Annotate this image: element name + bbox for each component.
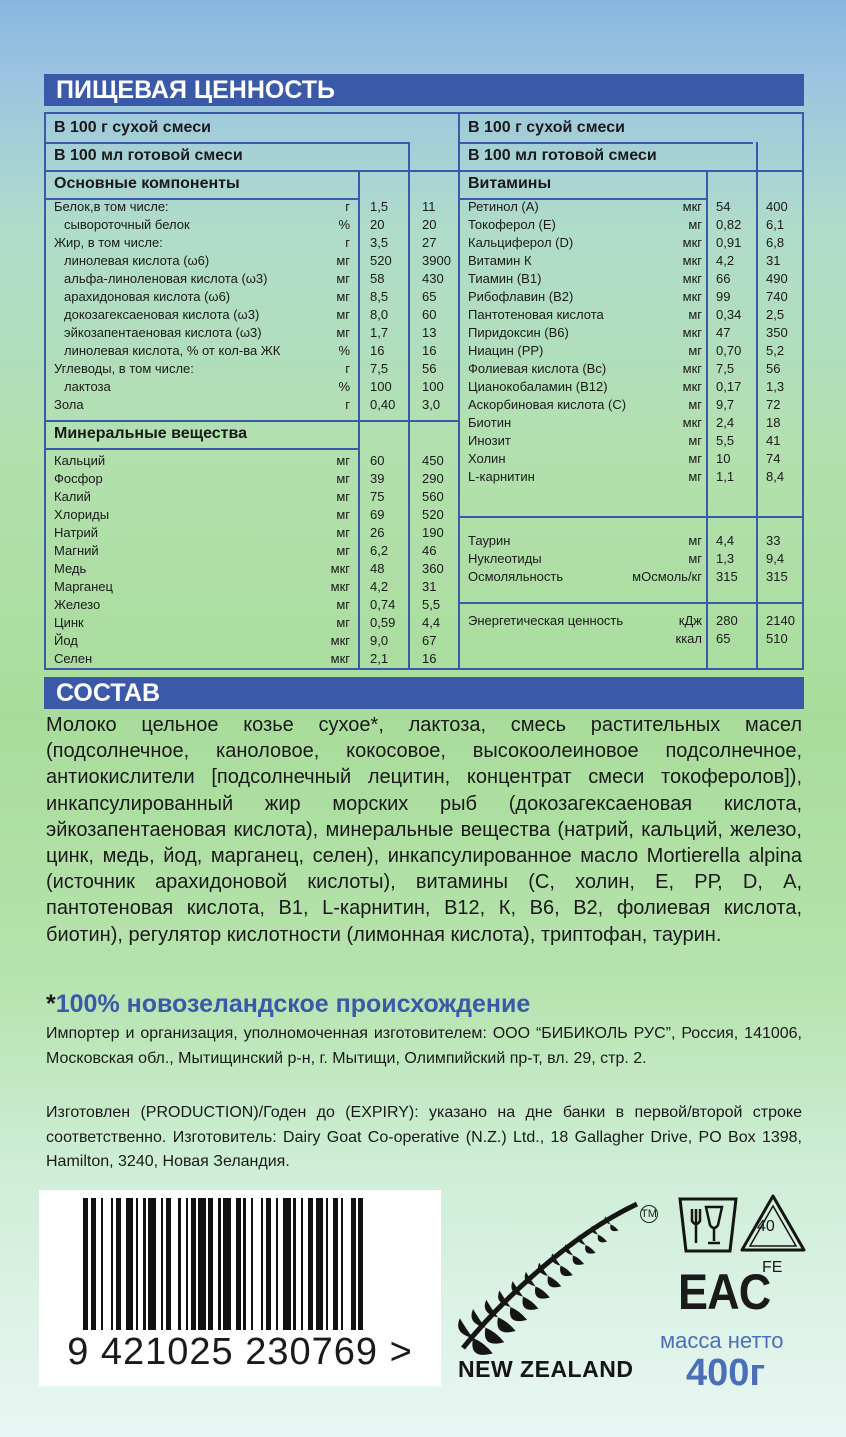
table-row: [46, 324, 458, 342]
nutrition-title: ПИЩЕВАЯ ЦЕННОСТЬ: [44, 74, 804, 106]
barcode-digits: 9 421025 230769 >: [67, 1331, 413, 1373]
value-ready: 490: [766, 271, 788, 286]
importer-info: Импортер и организация, уполномоченная изготовителем: ООО “БИБИКОЛЬ РУС”, Россия, 141006, Московская обл., Мытищинский р-н, г. Мытищи, Олимпийский пр-т, вл. 29, стр. 2.: [46, 1025, 802, 1067]
fern-logo: [455, 1198, 645, 1358]
value-dry: 1,5: [370, 199, 389, 214]
value-dry: 520: [370, 253, 392, 268]
value-dry: 8,5: [370, 289, 389, 304]
nutrient-unit: г: [345, 397, 350, 412]
value-dry: 0,34: [716, 307, 742, 322]
table-row: [46, 524, 458, 542]
value-ready: 20: [422, 217, 437, 232]
value-ready: 9,4: [766, 551, 785, 566]
value-dry: 99: [716, 289, 731, 304]
nutrient-unit: мг: [336, 615, 350, 630]
table-row: [46, 470, 458, 488]
table-row: [460, 612, 802, 630]
left-col1-header: В 100 г сухой смеси: [54, 119, 211, 136]
production-info: Изготовлен (PRODUCTION)/Годен до (EXPIRY): указано на дне банки в первой/второй строке соответственно. Изготовитель: Dairy Goat Co-operative (N.Z.) Ltd., 18 Gallagher Drive, PO Box 1398, Hamilton, 3240, Новая Зеландия.: [46, 1104, 802, 1170]
nutrient-name: Осмоляльность: [468, 569, 564, 584]
right-col2-header: В 100 мл готовой смеси: [468, 147, 657, 164]
value-dry: 2,4: [716, 415, 735, 430]
table-row: [460, 568, 802, 586]
value-ready: 18: [766, 415, 781, 430]
value-dry: 1,7: [370, 325, 389, 340]
main-components-title: Основные компоненты: [54, 175, 240, 192]
nutrient-unit: мг: [336, 525, 350, 540]
nutrient-name: Медь: [54, 561, 87, 576]
table-row: [460, 378, 802, 396]
nutrient-name: Калий: [54, 489, 91, 504]
table-row: [460, 432, 802, 450]
nutrient-unit: мкг: [330, 633, 350, 648]
table-row: [460, 342, 802, 360]
nutrient-unit: мкг: [682, 253, 702, 268]
nutrient-name: Фосфор: [54, 471, 103, 486]
nutrient-name: Ретинол (А): [468, 199, 539, 214]
value-ready: 72: [766, 397, 781, 412]
value-dry: 2,1: [370, 651, 389, 666]
value-ready: 360: [422, 561, 444, 576]
table-row: [46, 596, 458, 614]
food-contact-icon: [676, 1195, 740, 1255]
value-ready: 350: [766, 325, 788, 340]
value-ready: 65: [422, 289, 437, 304]
nutrient-unit: мг: [688, 551, 702, 566]
value-ready: 8,4: [766, 469, 785, 484]
table-row: [46, 560, 458, 578]
nutrient-name: Кальциферол (D): [468, 235, 574, 250]
value-dry: 26: [370, 525, 385, 540]
nutrient-unit: мкг: [682, 235, 702, 250]
value-ready: 2140: [766, 613, 795, 628]
left-col2-header: В 100 мл готовой смеси: [54, 147, 243, 164]
nutrient-unit: мкг: [682, 415, 702, 430]
nutrient-unit: г: [345, 361, 350, 376]
nutrient-name: Жир, в том числе:: [54, 235, 163, 250]
nutrient-unit: мкг: [682, 199, 702, 214]
nutrient-name: линолевая кислота, % от кол-ва ЖК: [64, 343, 281, 358]
value-ready: 27: [422, 235, 437, 250]
value-ready: 41: [766, 433, 781, 448]
value-dry: 100: [370, 379, 392, 394]
value-dry: 0,40: [370, 397, 396, 412]
value-ready: 6,8: [766, 235, 785, 250]
value-dry: 10: [716, 451, 731, 466]
value-dry: 9,7: [716, 397, 735, 412]
table-row: [46, 216, 458, 234]
nutrient-unit: мг: [688, 469, 702, 484]
value-dry: 39: [370, 471, 385, 486]
nutrient-name: Пиридоксин (В6): [468, 325, 569, 340]
value-dry: 0,91: [716, 235, 742, 250]
nutrient-unit: %: [338, 217, 350, 232]
value-dry: 66: [716, 271, 731, 286]
nutrient-unit: мкг: [682, 361, 702, 376]
nutrient-unit: мг: [336, 325, 350, 340]
value-dry: 65: [716, 631, 731, 646]
value-ready: 11: [422, 199, 436, 214]
vitamins-title: Витамины: [468, 175, 552, 192]
nutrient-name: Фолиевая кислота (Вс): [468, 361, 607, 376]
nutrient-name: Ниацин (РР): [468, 343, 544, 358]
nutrient-unit: кДж: [678, 613, 702, 628]
table-row: [46, 252, 458, 270]
value-dry: 48: [370, 561, 385, 576]
value-ready: 400: [766, 199, 788, 214]
nutrient-unit: мкг: [682, 271, 702, 286]
table-row: [460, 532, 802, 550]
value-ready: 6,1: [766, 217, 785, 232]
table-row: [46, 234, 458, 252]
eac-mark: EAC: [678, 1264, 771, 1320]
nutrient-unit: мг: [336, 271, 350, 286]
value-dry: 0,17: [716, 379, 742, 394]
table-row: [460, 252, 802, 270]
table-row: [460, 360, 802, 378]
value-dry: 1,3: [716, 551, 735, 566]
value-ready: 60: [422, 307, 437, 322]
value-dry: 16: [370, 343, 385, 358]
value-ready: 560: [422, 489, 444, 504]
table-row: [46, 542, 458, 560]
table-row: [460, 468, 802, 486]
nutrient-unit: г: [345, 235, 350, 250]
value-ready: 74: [766, 451, 781, 466]
nutrient-name: Тиамин (В1): [468, 271, 542, 286]
table-row: [460, 234, 802, 252]
value-dry: 4,2: [370, 579, 389, 594]
nutrient-name: Селен: [54, 651, 93, 666]
nutrient-unit: мОсмоль/кг: [632, 569, 702, 584]
value-dry: 280: [716, 613, 738, 628]
nutrient-name: Витамин К: [468, 253, 532, 268]
nutrient-name: Кальций: [54, 453, 106, 468]
nutrient-unit: мг: [336, 471, 350, 486]
nutrient-name: Зола: [54, 397, 84, 412]
nutrient-unit: мг: [336, 597, 350, 612]
nutrient-name: Марганец: [54, 579, 113, 594]
value-ready: 31: [422, 579, 437, 594]
nutrient-name: Аскорбиновая кислота (С): [468, 397, 627, 412]
value-dry: 58: [370, 271, 385, 286]
nutrient-name: Цианокобаламин (В12): [468, 379, 608, 394]
nutrient-name: Магний: [54, 543, 99, 558]
value-ready: 190: [422, 525, 444, 540]
nutrient-unit: мкг: [330, 561, 350, 576]
nutrition-table-left: [44, 112, 460, 670]
nutrient-name: Биотин: [468, 415, 512, 430]
table-row: [46, 306, 458, 324]
table-row: [46, 488, 458, 506]
nutrient-name: Цинк: [54, 615, 84, 630]
value-ready: 740: [766, 289, 788, 304]
value-dry: 4,4: [716, 533, 735, 548]
net-weight-label: масса нетто: [660, 1328, 784, 1353]
table-row: [46, 650, 458, 668]
nutrient-unit: мг: [336, 253, 350, 268]
table-row: [46, 614, 458, 632]
table-row: [46, 632, 458, 650]
nutrient-unit: мг: [688, 451, 702, 466]
table-row: [460, 414, 802, 432]
nutrient-name: Йод: [54, 633, 78, 648]
table-row: [46, 198, 458, 216]
nutrient-unit: мкг: [330, 579, 350, 594]
value-ready: 290: [422, 471, 444, 486]
table-row: [460, 550, 802, 568]
nutrient-name: Белок,в том числе:: [54, 199, 169, 214]
value-ready: 430: [422, 271, 444, 286]
value-ready: 33: [766, 533, 781, 548]
nutrient-unit: мг: [336, 289, 350, 304]
value-dry: 69: [370, 507, 385, 522]
value-dry: 1,1: [716, 469, 735, 484]
minerals-title: Минеральные вещества: [54, 425, 248, 442]
value-dry: 0,70: [716, 343, 742, 358]
value-ready: 2,5: [766, 307, 785, 322]
nutrient-unit: мг: [688, 307, 702, 322]
value-dry: 0,74: [370, 597, 396, 612]
nutrient-unit: мг: [336, 489, 350, 504]
value-dry: 7,5: [370, 361, 389, 376]
nutrient-unit: мг: [688, 217, 702, 232]
table-row: [46, 342, 458, 360]
value-dry: 3,5: [370, 235, 389, 250]
value-ready: 16: [422, 651, 437, 666]
nutrient-unit: ккал: [675, 631, 702, 646]
value-dry: 6,2: [370, 543, 389, 558]
nutrient-unit: мкг: [330, 651, 350, 666]
nutrient-name: Токоферол (Е): [468, 217, 556, 232]
nutrient-name: Хлориды: [54, 507, 110, 522]
nutrient-name: докозагексаеновая кислота (ω3): [64, 307, 260, 322]
nutrient-name: эйкозапентаеновая кислота (ω3): [64, 325, 262, 340]
trademark-icon: TM: [640, 1205, 658, 1223]
value-ready: 13: [422, 325, 437, 340]
table-row: [460, 396, 802, 414]
value-ready: 510: [766, 631, 788, 646]
value-ready: 5,5: [422, 597, 441, 612]
nutrient-name: лактоза: [64, 379, 111, 394]
table-row: [46, 378, 458, 396]
nutrient-unit: мг: [336, 507, 350, 522]
value-ready: 56: [766, 361, 781, 376]
nutrient-unit: %: [338, 379, 350, 394]
value-ready: 46: [422, 543, 437, 558]
table-row: [46, 396, 458, 414]
value-ready: 4,4: [422, 615, 441, 630]
value-ready: 100: [422, 379, 444, 394]
nutrient-name: L-карнитин: [468, 469, 535, 484]
table-row: [460, 630, 802, 648]
value-dry: 4,2: [716, 253, 735, 268]
value-dry: 5,5: [716, 433, 735, 448]
table-row: [460, 450, 802, 468]
value-ready: 3,0: [422, 397, 441, 412]
composition-text: Молоко цельное козье сухое*, лактоза, смесь растительных масел (подсолнечное, каноловое, кокосовое, высокоолеиновое подсолнечное, антиокислители [подсолнечный лецитин, концентрат смеси токоферолов]), инкапсулированный жир морских рыб (докозагексаеновая кислота, эйкозапентаеновая кислота), минеральные вещества (натрий, кальций, железо, цинк, медь, йод, марганец, селен), инкапсулированное масло Mortierella alpina (источник арахидоновой кислоты), витамины (С, холин, Е, РР, D, А, пантотеновая кислота, В1, L-карнитин, В12, К, В6, В2, фолиевая кислота, биотин), регулятор кислотности (лимонная кислота), триптофан, таурин.: [46, 714, 802, 946]
value-dry: 20: [370, 217, 385, 232]
table-row: [460, 198, 802, 216]
nutrient-unit: мг: [336, 307, 350, 322]
nutrient-unit: мкг: [682, 325, 702, 340]
recycle-code: FE: [762, 1259, 783, 1276]
nutrient-unit: мг: [688, 533, 702, 548]
table-row: [46, 578, 458, 596]
nutrient-name: Холин: [468, 451, 506, 466]
table-row: [460, 216, 802, 234]
nutrient-name: Пантотеновая кислота: [468, 307, 604, 322]
barcode: [39, 1190, 441, 1386]
nutrient-unit: %: [338, 343, 350, 358]
value-ready: 67: [422, 633, 437, 648]
nutrient-unit: мг: [688, 397, 702, 412]
value-ready: 315: [766, 569, 788, 584]
value-dry: 54: [716, 199, 731, 214]
value-dry: 0,59: [370, 615, 396, 630]
new-zealand-label: NEW ZEALAND: [458, 1356, 634, 1382]
nutrient-name: альфа-линоленовая кислота (ω3): [64, 271, 268, 286]
value-dry: 75: [370, 489, 385, 504]
table-row: [46, 506, 458, 524]
table-row: [460, 270, 802, 288]
nutrient-name: Энергетическая ценность: [468, 613, 624, 628]
nutrient-name: Нуклеотиды: [468, 551, 542, 566]
nutrient-name: Натрий: [54, 525, 99, 540]
table-row: [46, 288, 458, 306]
table-row: [460, 288, 802, 306]
composition-title: СОСТАВ: [44, 677, 804, 709]
nutrient-name: арахидоновая кислота (ω6): [64, 289, 231, 304]
nutrient-name: линолевая кислота (ω6): [64, 253, 210, 268]
nutrient-unit: мг: [336, 453, 350, 468]
origin-statement: *100% новозеландское происхождение: [46, 990, 531, 1018]
value-dry: 0,82: [716, 217, 742, 232]
value-ready: 5,2: [766, 343, 785, 358]
value-dry: 315: [716, 569, 738, 584]
nutrient-name: сывороточный белок: [64, 217, 190, 232]
value-ready: 16: [422, 343, 437, 358]
nutrient-unit: мг: [688, 343, 702, 358]
nutrient-name: Углеводы, в том числе:: [54, 361, 194, 376]
value-ready: 450: [422, 453, 444, 468]
value-dry: 8,0: [370, 307, 389, 322]
table-row: [46, 452, 458, 470]
nutrient-unit: мкг: [682, 289, 702, 304]
nutrient-unit: мкг: [682, 379, 702, 394]
table-row: [460, 324, 802, 342]
net-weight-value: 400г: [686, 1352, 766, 1394]
value-dry: 7,5: [716, 361, 735, 376]
value-dry: 60: [370, 453, 385, 468]
value-ready: 31: [766, 253, 781, 268]
value-ready: 1,3: [766, 379, 785, 394]
nutrition-table-right: [460, 112, 804, 670]
value-ready: 520: [422, 507, 444, 522]
nutrient-name: Рибофлавин (В2): [468, 289, 574, 304]
nutrient-name: Железо: [54, 597, 101, 612]
table-row: [46, 360, 458, 378]
nutrient-unit: мг: [688, 433, 702, 448]
nutrient-unit: г: [345, 199, 350, 214]
table-row: [46, 270, 458, 288]
recycle-number: 40: [757, 1218, 775, 1235]
value-ready: 3900: [422, 253, 451, 268]
value-dry: 9,0: [370, 633, 389, 648]
nutrient-name: Инозит: [468, 433, 511, 448]
value-dry: 47: [716, 325, 731, 340]
nutrient-unit: мг: [336, 543, 350, 558]
right-col1-header: В 100 г сухой смеси: [468, 119, 625, 136]
table-row: [460, 306, 802, 324]
value-ready: 56: [422, 361, 437, 376]
nutrient-name: Таурин: [468, 533, 511, 548]
